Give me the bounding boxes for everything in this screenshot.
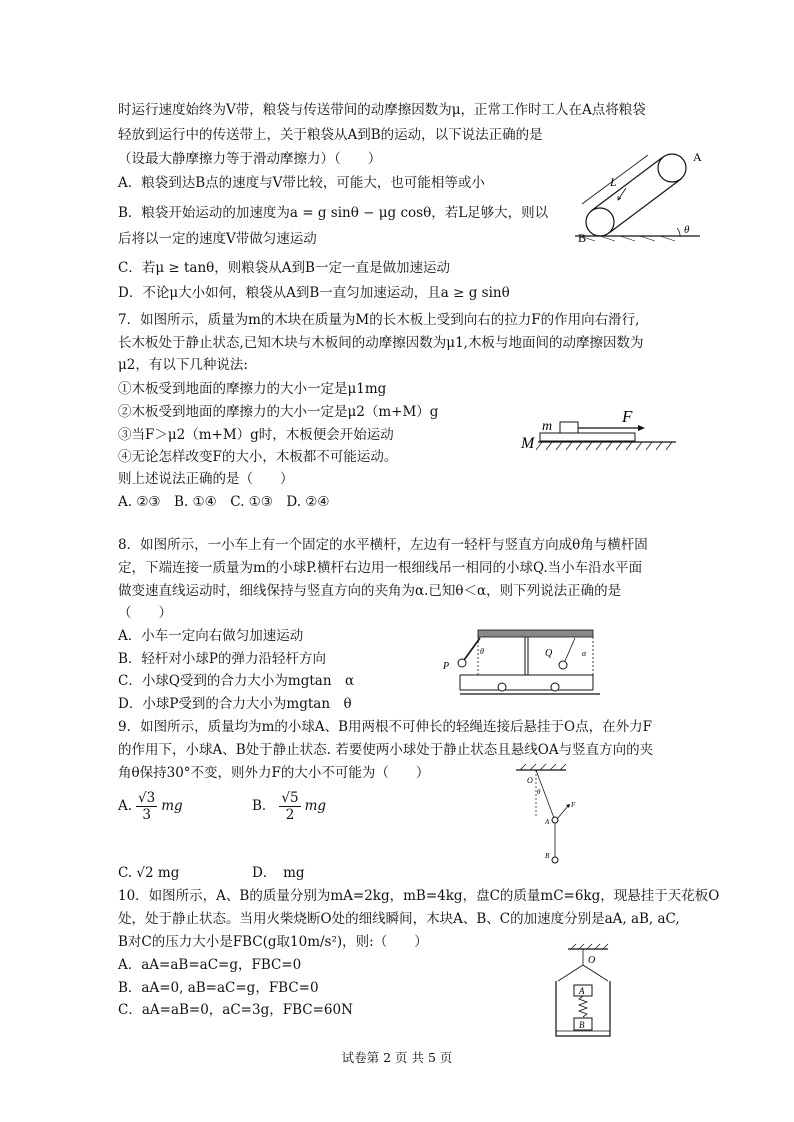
q10-stem-3: B对C的压力大小是FBC(g取10m/s²)，则:（ ） [118, 934, 428, 950]
q9-stem-2: 的作用下，小球A、B处于静止状态. 若要使两小球处于静止状态且悬线OA与竖直方向的夹 [118, 742, 654, 758]
ball-label-theta: θ [537, 788, 541, 796]
text-line-3: （设最大静摩擦力等于滑动摩擦力）（ ） [118, 151, 382, 167]
q9-b-unit: mg [304, 798, 327, 814]
ball-label-a: A [545, 818, 550, 826]
q7-stem-1: 7．如图所示，质量为m的木块在质量为M的长木板上受到向右的拉力F的作用向右滑行, [118, 312, 640, 328]
q9-stem-1: 9．如图所示，质量均为m的小球A、B用两根不可伸长的轻绳连接后悬挂于O点，在外力F [118, 719, 652, 735]
q9-b-num: √5 [281, 790, 299, 806]
cart-label-q: Q [545, 648, 553, 659]
hanging-box-figure [548, 943, 620, 1041]
q10-stem-2: 处，处于静止状态。当用火柴烧断O处的细线瞬间，木块A、B、C的加速度分别是aA, aB, aC, [118, 911, 680, 927]
box-label-o: O [588, 955, 596, 966]
q8-stem-3: 做变速直线运动时，细线保持与竖直方向的夹角为α.已知θ＜α，则下列说法正确的是 [118, 583, 622, 599]
q9-b-den: 2 [285, 807, 295, 823]
option-b: B．粮袋开始运动的加速度为a = g sinθ − μg cosθ，若L足够大，则以 [118, 205, 549, 221]
q9-a-fraction [136, 790, 157, 823]
q9-stem-3: 角θ保持30°不变，则外力F的大小不可能为（ ） [118, 765, 430, 781]
q9-a-num: √3 [138, 790, 156, 806]
box-label-a: A [579, 986, 585, 996]
block-board-figure [518, 402, 678, 457]
page-footer: 试卷第 2 页 共 5 页 [341, 1050, 453, 1065]
q9-b-label: B． [252, 798, 276, 814]
cart-label-p: P [443, 661, 450, 672]
q7-options: A. ②③ B. ①④ C. ①③ D. ②④ [118, 494, 330, 510]
ball-label-o: O [527, 776, 533, 785]
q9-option-a [118, 790, 183, 823]
board-label-f: F [622, 407, 633, 426]
cart-figure [440, 628, 610, 700]
q8-option-c: C．小球Q受到的合力大小为mgtan α [118, 673, 355, 689]
q9-a-unit: mg [161, 798, 183, 814]
option-d: D．不论μ大小如何，粮袋从A到B一直匀加速运动，且a ≥ g sinθ [118, 285, 510, 301]
board-label-m: m [542, 419, 553, 434]
q7-stem-2: 长木板处于静止状态,已知木块与木板间的动摩擦因数为μ1,木板与地面间的动摩擦因数为 [118, 335, 644, 351]
hanging-balls-figure [496, 762, 586, 867]
q7-claim-3: ③当F＞μ2（m+M）g时，木板便会开始运动 [118, 427, 394, 443]
q7-claim-4: ④无论怎样改变F的大小，木板都不可能运动。 [118, 449, 398, 465]
belt-label-l: L [610, 175, 617, 189]
q10-stem-1: 10．如图所示，A、B的质量分别为mA=2kg，mB=4kg，盘C的质量mC=6kg，现悬挂于天花板O [118, 888, 720, 904]
q10-option-a: A．aA=aB=aC=g，FBC=0 [118, 957, 302, 973]
q10-option-c: C．aA=aB=0，aC=3g，FBC=60N [118, 1002, 353, 1018]
q10-option-b: B．aA=0, aB=aC=g，FBC=0 [118, 980, 319, 996]
board-label-big-m: M [521, 435, 535, 452]
option-b-cont: 后将以一定的速度V带做匀速运动 [118, 231, 317, 247]
ball-label-b: B [545, 852, 550, 860]
text-line-2: 轻放到运行中的传送带上，关于粮袋从A到B的运动，以下说法正确的是 [118, 127, 543, 143]
q8-option-b: B．轻杆对小球P的弹力沿轻杆方向 [118, 651, 327, 667]
box-label-b: B [579, 1020, 585, 1030]
conveyor-belt-figure [560, 138, 710, 248]
option-a: A．粮袋到达B点的速度与V带比较，可能大，也可能相等或小 [118, 175, 485, 191]
q7-claim-2: ②木板受到地面的摩擦力的大小一定是μ2（m+M）g [118, 404, 439, 420]
text-line-1: 时运行速度始终为V带，粮袋与传送带间的动摩擦因数为μ，正常工作时工人在A点将粮袋 [118, 102, 646, 118]
ball-label-f: F [571, 801, 576, 809]
belt-label-theta: θ [684, 224, 690, 236]
cart-label-theta: θ [480, 647, 484, 656]
q7-claim-1: ①木板受到地面的摩擦力的大小一定是μ1mg [118, 381, 387, 397]
q9-b-fraction [279, 790, 300, 823]
q8-option-d: D．小球P受到的合力大小为mgtan θ [118, 696, 352, 712]
belt-label-b: B [578, 231, 587, 245]
q9-a-den: 3 [142, 807, 151, 823]
q9-option-b [252, 790, 326, 823]
option-c: C．若μ ≥ tanθ，则粮袋从A到B一定一直是做加速运动 [118, 260, 450, 276]
q8-option-a: A．小车一定向右做匀加速运动 [118, 628, 304, 644]
q7-stem-3: μ2，有以下几种说法: [118, 357, 248, 373]
q9-option-c: C. √2 mg [118, 865, 180, 881]
q7-question: 则上述说法正确的是（ ） [118, 471, 294, 487]
q9-a-label: A. [118, 798, 133, 814]
q9-option-d: D． mg [252, 865, 305, 881]
q8-stem-4: （ ） [118, 605, 172, 621]
cart-label-alpha: α [582, 649, 587, 658]
belt-label-a: A [693, 150, 702, 164]
q8-stem-1: 8．如图所示，一小车上有一个固定的水平横杆，左边有一轻杆与竖直方向成θ角与横杆固 [118, 537, 648, 553]
q8-stem-2: 定，下端连接一质量为m的小球P.横杆右边用一根细线吊一相同的小球Q.当小车沿水平面 [118, 560, 643, 576]
